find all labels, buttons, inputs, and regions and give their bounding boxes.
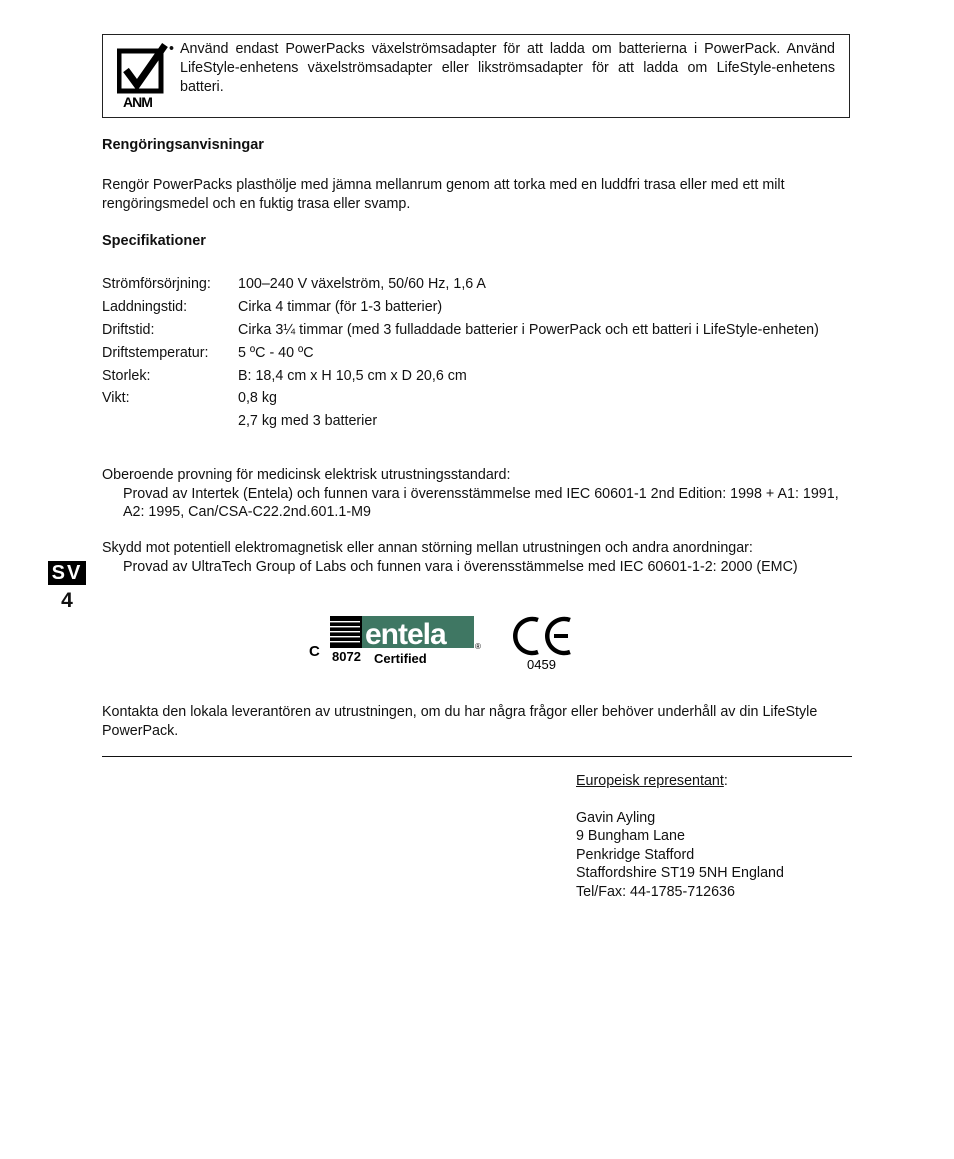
registered-mark: ® bbox=[475, 642, 481, 651]
language-tab: SV bbox=[48, 561, 86, 585]
spec-label: Strömförsörjning: bbox=[102, 276, 211, 293]
c-mark: C bbox=[309, 643, 320, 660]
european-representative bbox=[576, 772, 784, 901]
rep-line: 9 Bungham Lane bbox=[576, 828, 685, 844]
rep-line: Gavin Ayling bbox=[576, 809, 656, 826]
spec-value: 2,7 kg med 3 batterier bbox=[238, 413, 378, 430]
spec-label: Driftstid: bbox=[102, 321, 155, 338]
spec-label bbox=[102, 410, 238, 433]
note-text bbox=[169, 40, 835, 97]
spec-value: Cirka 4 timmar (för 1-3 batterier) bbox=[238, 299, 443, 316]
spec-row bbox=[102, 273, 819, 296]
note-bullet: • bbox=[169, 41, 175, 57]
cleaning-heading: Rengöringsanvisningar bbox=[102, 137, 264, 153]
note-body: Använd endast PowerPacks växelströmsadapter för att ladda om batterierna i PowerPack. Använd LifeStyle-enhetens växelströmsadapter eller likströmsadapter för att ladda om LifeStyle-enhetens batteri. bbox=[180, 41, 835, 95]
spec-row bbox=[102, 410, 819, 433]
spec-row bbox=[102, 296, 819, 319]
spec-row bbox=[102, 364, 819, 387]
ce-mark-icon bbox=[515, 619, 570, 672]
spec-row bbox=[102, 319, 819, 342]
note-icon-label: ANM bbox=[123, 94, 152, 110]
divider bbox=[102, 756, 852, 757]
spec-label: Storlek: bbox=[102, 367, 151, 384]
specs-heading: Specifikationer bbox=[102, 233, 206, 249]
rep-line: Staffordshire ST19 5NH England bbox=[576, 865, 784, 881]
page-number: 4 bbox=[61, 589, 73, 612]
rep-colon: : bbox=[723, 773, 728, 789]
cleaning-text: Rengör PowerPacks plasthölje med jämna mellanrum genom att torka med en luddfri trasa eller med ett milt rengöringsmedel och en fuktig trasa eller svamp. bbox=[102, 177, 785, 212]
entela-number: 8072 bbox=[332, 649, 361, 664]
spec-value: 0,8 kg bbox=[238, 390, 277, 407]
ce-number: 0459 bbox=[527, 657, 556, 672]
rep-title: Europeisk representant bbox=[576, 773, 724, 789]
entela-logo bbox=[309, 616, 481, 666]
spec-label: Vikt: bbox=[102, 390, 130, 407]
spec-value: Cirka 3¼ timmar (med 3 fulladdade batterier i PowerPack och ett batteri i LifeStyle-enheten) bbox=[238, 321, 819, 338]
testing-section bbox=[102, 466, 847, 522]
rep-line: Tel/Fax: 44-1785-712636 bbox=[576, 883, 735, 900]
certification-logos bbox=[306, 612, 586, 676]
note-box bbox=[102, 34, 850, 118]
spec-table bbox=[102, 273, 819, 433]
checkbox-note-icon bbox=[117, 43, 169, 113]
rep-line: Penkridge Stafford bbox=[576, 846, 695, 863]
entela-certified: Certified bbox=[374, 651, 427, 666]
spec-value: B: 18,4 cm x H 10,5 cm x D 20,6 cm bbox=[238, 367, 467, 384]
entela-wordmark: entela bbox=[365, 618, 446, 651]
spec-value: 100–240 V växelström, 50/60 Hz, 1,6 A bbox=[238, 276, 486, 293]
spec-row bbox=[102, 341, 819, 364]
testing-line1: Oberoende provning för medicinsk elektrisk utrustningsstandard: bbox=[102, 467, 511, 483]
emc-line1: Skydd mot potentiell elektromagnetisk eller annan störning mellan utrustningen och andra anordningar: bbox=[102, 540, 753, 556]
spec-row bbox=[102, 387, 819, 410]
emc-section bbox=[102, 539, 862, 576]
spec-label: Driftstemperatur: bbox=[102, 344, 209, 361]
spec-value: 5 ºC - 40 ºC bbox=[238, 344, 314, 361]
emc-line2: Provad av UltraTech Group of Labs och funnen vara i överensstämmelse med IEC 60601-1-2: 2000 (EMC) bbox=[123, 558, 798, 575]
contact-text: Kontakta den lokala leverantören av utrustningen, om du har några frågor eller behöver underhåll av din LifeStyle PowerPack. bbox=[102, 704, 818, 739]
spec-label: Laddningstid: bbox=[102, 299, 188, 316]
testing-line2: Provad av Intertek (Entela) och funnen vara i överensstämmelse med IEC 60601-1 2nd Edition: 1998 + A1: 1991, A2: 1995, Can/CSA-C22.2nd.601.1-M9 bbox=[123, 485, 839, 520]
